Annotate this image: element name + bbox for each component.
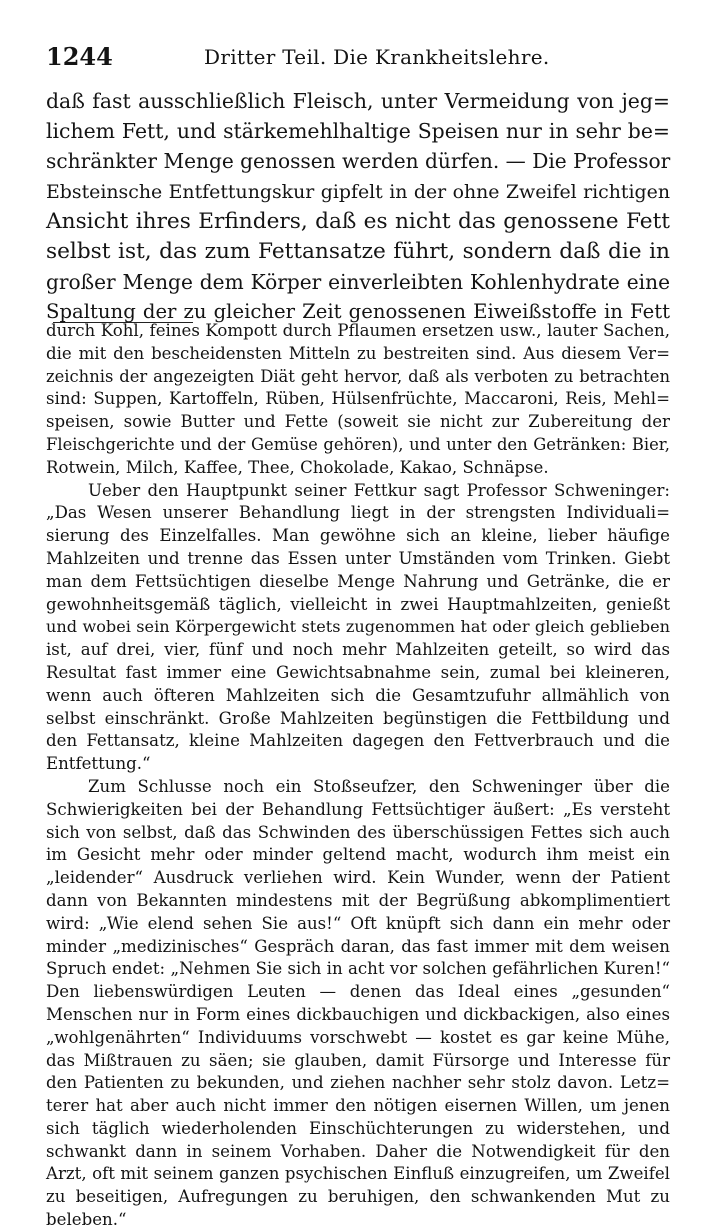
footnote-line: das Mißtrauen zu säen; sie glauben, damit Fürsorge und Interesse für bbox=[46, 1050, 670, 1070]
main-text-line: großer Menge dem Körper einverleibten Kohlenhydrate eine bbox=[46, 270, 670, 295]
footnote-line: Fleischgerichte und der Gemüse gehören), und unter den Getränken: Bier, bbox=[46, 434, 670, 454]
footnote-line: durch Kohl, feines Kompott durch Pflaumen ersetzen usw., lauter Sachen, bbox=[46, 321, 670, 340]
page-header bbox=[46, 42, 668, 74]
footnote-line: zu beseitigen, Aufregungen zu beruhigen, den schwankenden Mut zu bbox=[46, 1187, 670, 1207]
footnote-line: den Fettansatz, kleine Mahlzeiten dagegen den Fettverbrauch und die bbox=[46, 731, 670, 751]
main-text-line: Ansicht ihres Erfinders, daß es nicht das genossene Fett bbox=[46, 208, 670, 234]
main-text-line: Ebsteinsche Entfettungskur gipfelt in der ohne Zweifel richtigen bbox=[46, 180, 670, 203]
footnote-line: Ueber den Hauptpunkt seiner Fettkur sagt Professor Schweninger: bbox=[88, 480, 670, 500]
footnote-line: Zum Schlusse noch ein Stoßseufzer, den Schweninger über die bbox=[88, 776, 670, 796]
footnote-line: Resultat fast immer eine Gewichtsabnahme sein, zumal bei kleineren, bbox=[46, 662, 670, 682]
footnote-line: ist, auf drei, vier, fünf und noch mehr Mahlzeiten geteilt, so wird das bbox=[46, 640, 670, 660]
main-text-line: lichem Fett, und stärkemehlhaltige Speisen nur in sehr be= bbox=[46, 119, 670, 144]
footnote-line: gewohnheitsgemäß täglich, vielleicht in zwei Hauptmahlzeiten, genießt bbox=[46, 594, 670, 614]
footnote-line: sierung des Einzelfalles. Man gewöhne sich an kleine, lieber häufige bbox=[46, 526, 670, 546]
footnote-line: sich täglich wiederholenden Einschüchterungen zu widerstehen, und bbox=[46, 1118, 670, 1138]
running-head: Dritter Teil. Die Krankheitslehre. bbox=[204, 45, 550, 69]
footnote-line: Schwierigkeiten bei der Behandlung Fettsüchtiger äußert: „Es versteht bbox=[46, 799, 670, 819]
footnote-line: man dem Fettsüchtigen dieselbe Menge Nahrung und Getränke, die er bbox=[46, 571, 670, 591]
footnote-line: Spruch endet: „Nehmen Sie sich in acht vor solchen gefährlichen Kuren!“ bbox=[46, 959, 670, 979]
footnote-line: speisen, sowie Butter und Fette (soweit sie nicht zur Zubereitung der bbox=[46, 412, 670, 432]
footnote-line: sich von selbst, daß das Schwinden des überschüssigen Fettes sich auch bbox=[46, 822, 670, 842]
footnote-line: „wohlgenährten“ Individuums vorschwebt — kostet es gar keine Mühe, bbox=[46, 1027, 670, 1047]
page-number: 1244 bbox=[46, 42, 113, 71]
footnote-line: Rotwein, Milch, Kaffee, Thee, Chokolade, Kakao, Schnäpse. bbox=[46, 457, 549, 477]
main-text-line: Spaltung der zu gleicher Zeit genossenen Eiweißstoffe in Fett bbox=[46, 300, 670, 324]
footnote-line: „Das Wesen unserer Behandlung liegt in der strengsten Individuali= bbox=[46, 503, 670, 523]
footnote-line: „leidender“ Ausdruck verliehen wird. Kein Wunder, wenn der Patient bbox=[46, 868, 670, 888]
footnote-line: terer hat aber auch nicht immer den nötigen eisernen Willen, um jenen bbox=[46, 1096, 670, 1116]
main-text-line: daß fast ausschließlich Fleisch, unter Vermeidung von jeg= bbox=[46, 89, 670, 113]
footnote-text-block bbox=[46, 320, 670, 1232]
footnote-line: beleben.“ bbox=[46, 1210, 127, 1230]
footnote-line: wird: „Wie elend sehen Sie aus!“ Oft knüpft sich dann ein mehr oder bbox=[46, 913, 670, 933]
footnote-line: schwankt dann in seinem Vorhaben. Daher die Notwendigkeit für den bbox=[46, 1141, 670, 1161]
main-text-line: selbst ist, das zum Fettansatze führt, sondern daß die in bbox=[46, 239, 670, 265]
footnote-line: wenn auch öfteren Mahlzeiten sich die Gesamtzufuhr allmählich von bbox=[46, 685, 670, 705]
footnote-line: Entfettung.“ bbox=[46, 754, 151, 774]
footnote-line: den Patienten zu bekunden, und ziehen nachher sehr stolz davon. Letz= bbox=[46, 1073, 670, 1093]
footnote-line: dann von Bekannten mindestens mit der Begrüßung abkomplimentiert bbox=[46, 890, 670, 910]
footnote-line: minder „medizinisches“ Gespräch daran, das fast immer mit dem weisen bbox=[46, 936, 670, 956]
footnote-line: Mahlzeiten und trenne das Essen unter Umständen vom Trinken. Giebt bbox=[46, 548, 670, 568]
footnote-line: selbst einschränkt. Große Mahlzeiten begünstigen die Fettbildung und bbox=[46, 708, 670, 728]
main-text-line: schränkter Menge genossen werden dürfen. — Die Professor bbox=[46, 149, 671, 174]
footnote-line: sind: Suppen, Kartoffeln, Rüben, Hülsenfrüchte, Maccaroni, Reis, Mehl= bbox=[46, 389, 670, 409]
footnote-line: und wobei sein Körpergewicht stets zugenommen hat oder gleich geblieben bbox=[46, 617, 670, 637]
footnote-line: im Gesicht mehr oder minder geltend macht, wodurch ihm meist ein bbox=[46, 845, 670, 865]
footnote-line: Arzt, oft mit seinem ganzen psychischen Einfluß einzugreifen, um Zweifel bbox=[46, 1164, 670, 1184]
footnote-line: zeichnis der angezeigten Diät geht hervor, daß als verboten zu betrachten bbox=[46, 366, 670, 386]
footnote-line: Den liebenswürdigen Leuten — denen das Ideal eines „gesunden“ bbox=[46, 982, 670, 1002]
main-text-block bbox=[46, 86, 670, 328]
footnote-line: die mit den bescheidensten Mitteln zu bestreiten sind. Aus diesem Ver= bbox=[46, 343, 670, 363]
footnote-line: Menschen nur in Form eines dickbauchigen und dickbackigen, also eines bbox=[46, 1004, 670, 1024]
